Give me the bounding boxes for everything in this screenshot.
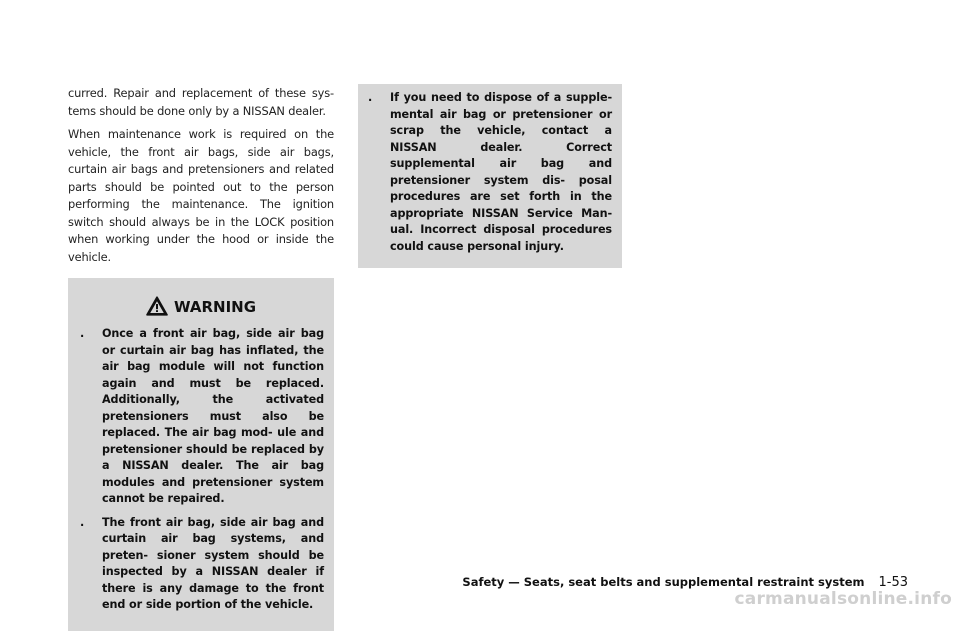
warning-triangle-icon	[146, 296, 168, 316]
right-column	[358, 84, 622, 268]
warning-box	[68, 278, 334, 631]
warning-header	[78, 286, 324, 316]
warning-bullet-3: If you need to dispose of a supple- mental air bag or pretensioner or scrap the vehicle, contact a NISSAN dealer. Correct supplemental air bag and pretensioner system dis- posal procedures are set forth in the appropriate NISSAN Service Man- ual. Incorrect disposal procedures could cause personal injury.	[390, 91, 612, 253]
bullet-mark: .	[80, 515, 85, 529]
warning-box-continued	[358, 84, 622, 268]
page-number: 1-53	[878, 575, 908, 590]
warning-bullet-2: The front air bag, side air bag and curtain air bag systems, and preten- sioner system should be inspected by a NISSAN dealer if there is any damage to the front end or side portion of the vehicle.	[102, 515, 324, 611]
body-paragraph-1: curred. Repair and replacement of these sys- tems should be done only by a NISSAN dealer.	[68, 86, 334, 118]
list-item	[366, 90, 612, 255]
section-title: Safety — Seats, seat belts and supplemental restraint system	[462, 575, 865, 589]
list-item	[78, 515, 324, 614]
page-footer	[462, 575, 908, 590]
body-paragraph-2: When maintenance work is required on the vehicle, the front air bags, side air bags, curtain air bags and pretensioners and related parts should be pointed out to the person performing the maintenance. The ignition switch should always be in the LOCK position when working under the hood or inside the vehicle.	[68, 127, 334, 264]
bullet-mark: .	[368, 91, 373, 104]
bullet-mark: .	[80, 327, 85, 340]
list-item	[78, 326, 324, 508]
warning-bullet-1: Once a front air bag, side air bag or curtain air bag has inflated, the air bag module will not function again and must be replaced. Additionally, the activated pretensioners must also be replaced. The air bag mod- ule and pretensioner should be replaced by a NISSAN dealer. The air bag modules and pretensioner system cannot be repaired.	[102, 327, 324, 505]
warning-title: WARNING	[173, 298, 257, 316]
watermark: carmanualsonline.info	[734, 589, 952, 609]
left-column	[68, 85, 334, 631]
